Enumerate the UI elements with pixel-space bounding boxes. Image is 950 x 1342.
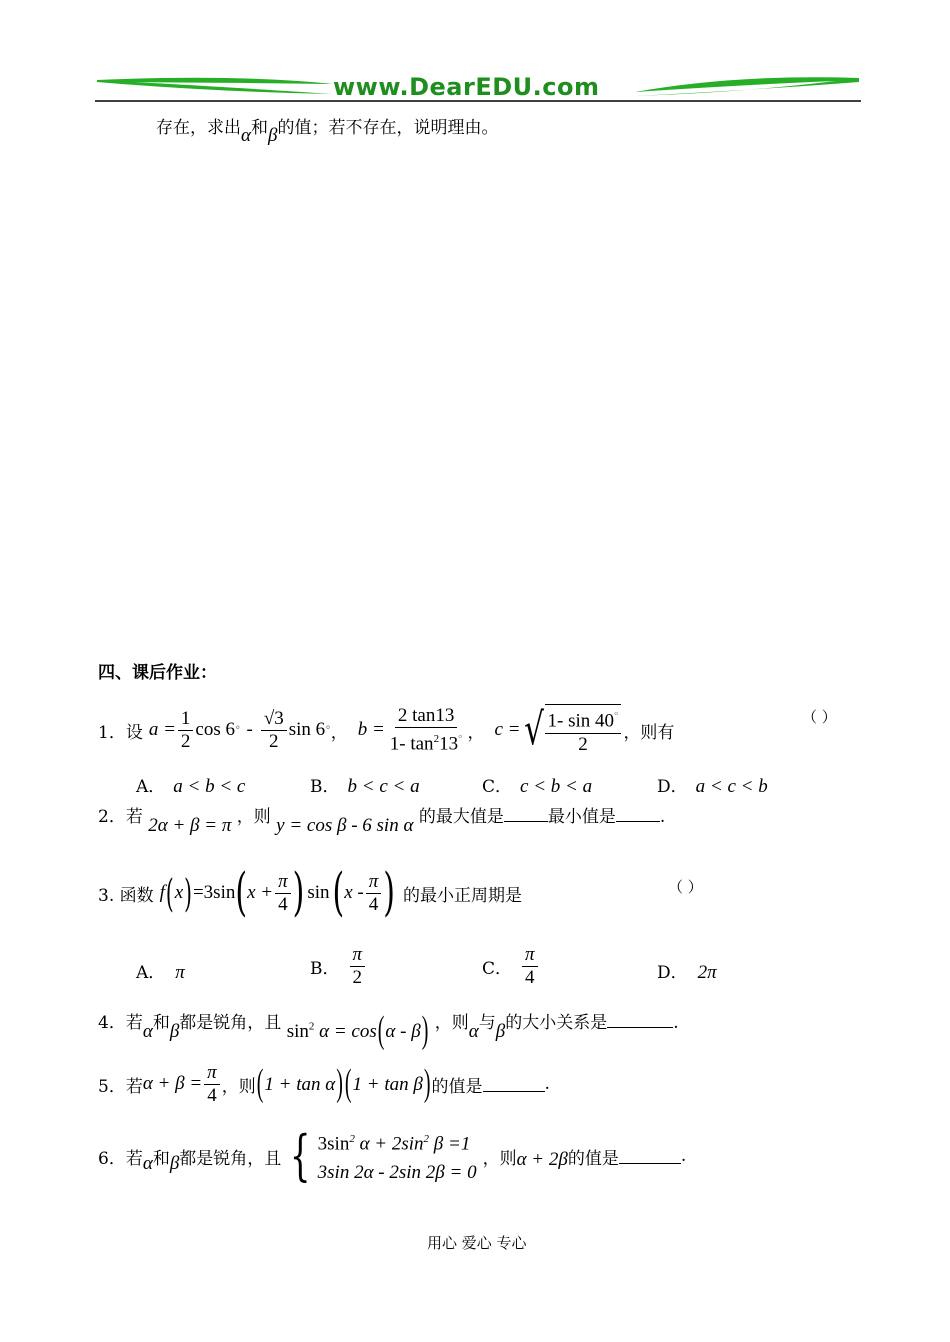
q1-a-cos: cos 6 — [195, 719, 235, 740]
beta-symbol: β — [267, 125, 278, 146]
q3-option-d: D． 2π — [657, 962, 717, 983]
site-logo: www.DearEDU.com — [333, 73, 600, 101]
q1-then: ，则有 — [623, 722, 675, 743]
q6-line: 6．若 α 和 β 都是锐角，且 { $3\sin^2$ $\alpha + 2\sin^2$ β =1 3sin 2α - 2sin 2β = 0 ，则 α + 2β 的值是 . — [98, 1123, 687, 1187]
q2-blank-min[interactable] — [616, 821, 660, 822]
q1-b-lhs: b = — [357, 719, 385, 740]
top-text-1: 存在，求出 — [156, 118, 241, 138]
q6-blank[interactable] — [619, 1149, 681, 1164]
q5-line: 5．若 α + β = $\frac{\pi}{4}$ ，则 (1 + tan α) (1 + tan β) 的值是 . — [98, 1061, 550, 1106]
q1-c-lhs: c = — [494, 719, 521, 740]
q1-a-sin: sin 6 — [288, 719, 326, 740]
q3-frac-pi4-b: $\frac{\pi}{4}$ — [366, 871, 382, 916]
q1-frac-half: $\frac{1}{2}$ — [178, 708, 194, 753]
q5-blank[interactable] — [483, 1077, 545, 1092]
alpha-symbol: α — [241, 125, 251, 146]
q1-sqrt: √ $\frac{1- \sin 40^\circ}{2}$ — [520, 704, 623, 755]
q4-blank[interactable] — [607, 1027, 673, 1028]
q2-line: 2．若 2α + β = π ，则 y = cos β - 6 sin α 的最大值是 最小值是 . — [98, 807, 666, 836]
q1-number: 1．设 — [98, 722, 143, 743]
q2-expr2: y = cos β - 6 sin α — [276, 815, 414, 836]
top-text-he: 和 — [250, 118, 268, 138]
q2-expr1: 2α + β = π — [148, 815, 232, 836]
q2-blank-max[interactable] — [504, 821, 548, 822]
q3-frac-pi4-a: $\frac{\pi}{4}$ — [275, 871, 291, 916]
section-title: 四、课后作业： — [98, 663, 217, 683]
q5-frac-pi4: $\frac{\pi}{4}$ — [204, 1062, 220, 1107]
q3-option-a: A． π — [136, 962, 185, 983]
q1-option-d: D． a < c < b — [657, 776, 768, 797]
q3-answer-paren: （ ） — [668, 878, 703, 896]
q1-option-a: A． a < b < c — [136, 776, 246, 797]
q1-option-c: C． c < b < a — [482, 776, 593, 797]
q1-answer-paren: （ ） — [802, 708, 837, 726]
header-banner — [95, 70, 861, 104]
q3-line: 3. 函数 f ( x ) =3sin ( x + $\frac{\pi}{4}$ ) sin ( x - $\frac{\pi}{4}$ ) 的最小正周期是 — [98, 863, 523, 923]
q1-frac-sqrt3: $\frac{√3}{2}$ — [261, 708, 287, 753]
q1-line: 1．设 a = $\frac{1}{2}$ cos 6 ° - $\frac{√3}{2}$ sin 6 ° ， b = $\frac{2 \tan 13}{1- \tan^213^\circ}$ ， c = √ $\frac{1- \sin 40^\circ}{2}$ ，则有 — [98, 703, 675, 755]
q1-option-b: B． b < c < a — [310, 776, 420, 797]
q6-system: { $3\sin^2$ $\alpha + 2\sin^2$ β =1 3sin 2α - 2sin 2β = 0 — [290, 1123, 477, 1187]
page-footer: 用心 爱心 专心 — [427, 1234, 527, 1252]
q1-a-lhs: a = — [148, 719, 176, 740]
q1-frac-b: $\frac{2 \tan 13}{1- \tan^213^\circ}$ — [389, 704, 463, 755]
q3-option-b: B． $\frac{\pi}{2}$ — [310, 944, 367, 989]
q3-option-c: C． $\frac{\pi}{4}$ — [482, 944, 540, 989]
top-text-2: 的值；若不存在，说明理由。 — [277, 118, 499, 138]
q4-line: 4．若α和β都是锐角，且 $\sin^2 \alpha = \cos(\alpha - \beta)$ ，则α与β的大小关系是 . — [98, 1009, 679, 1052]
top-text — [156, 113, 499, 146]
